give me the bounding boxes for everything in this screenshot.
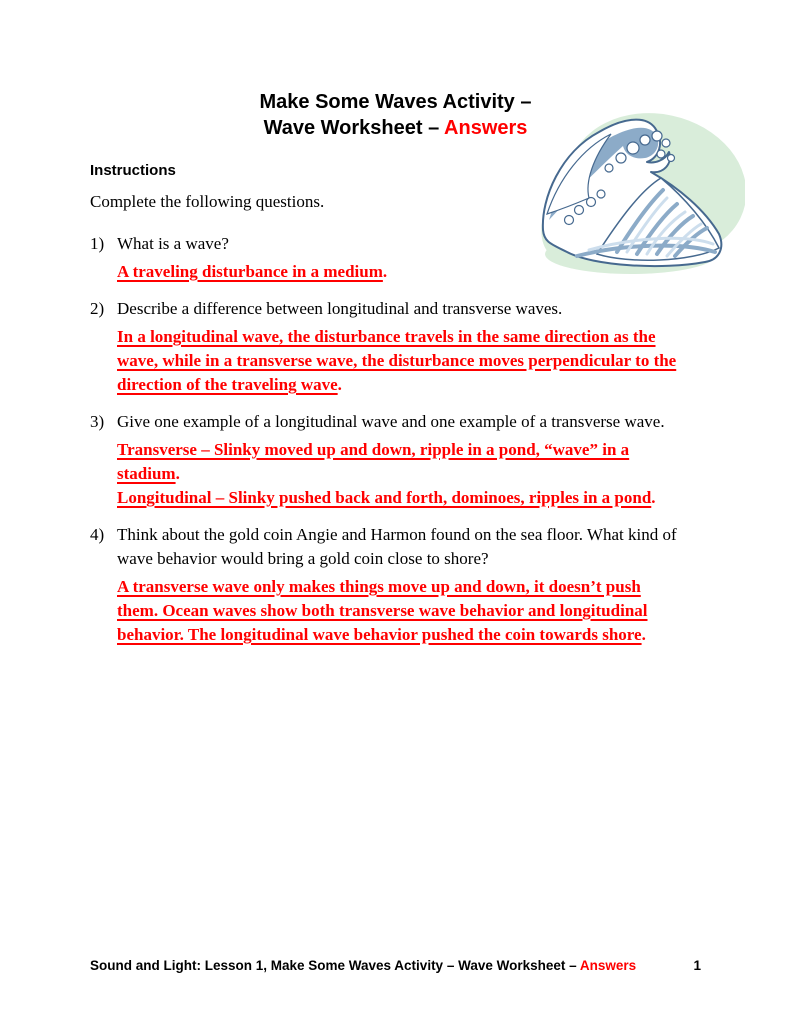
question-number: 3)	[90, 412, 105, 431]
page-number: 1	[693, 958, 701, 973]
answer-run-underlined: In a longitudinal wave, the disturbance travels in the same direction as the wave, while in a transverse wave, the disturbance moves perpendicular to the direction of the traveling wave	[117, 327, 677, 394]
answer-run-underlined: A transverse wave only makes things move up and down, it doesn’t push them. Ocean waves show both transverse wave behavior and longitudinal behavior. The longitudinal wave behavior pushed the coin towards shore	[117, 577, 648, 644]
question-text: Think about the gold coin Angie and Harmon found on the sea floor. What kind of wave behavior would bring a gold coin close to shore?	[117, 525, 677, 568]
question-block	[90, 297, 685, 397]
question-line	[90, 523, 685, 571]
footer-text-black: Sound and Light: Lesson 1, Make Some Waves Activity – Wave Worksheet –	[90, 958, 580, 973]
page-footer	[90, 957, 701, 975]
question-line	[90, 297, 685, 321]
question-block	[90, 232, 685, 284]
question-number: 2)	[90, 299, 105, 318]
question-block	[90, 523, 685, 647]
answer-text	[117, 438, 685, 510]
question-number: 4)	[90, 525, 105, 544]
worksheet-body	[90, 161, 685, 647]
footer-text-answers: Answers	[579, 958, 637, 973]
page-title-line1: Make Some Waves Activity –	[259, 91, 532, 113]
answer-run-plain: .	[175, 464, 180, 483]
answer-text	[117, 260, 685, 284]
question-number: 1)	[90, 234, 105, 253]
answer-text	[117, 325, 685, 397]
answer-run-underlined: Transverse – Slinky moved up and down, ripple in a pond, “wave” in a stadium	[117, 440, 630, 483]
page-title-line2-black: Wave Worksheet –	[263, 117, 440, 139]
answer-run-plain: .	[382, 262, 388, 281]
answer-run-plain: .	[651, 488, 656, 507]
answer-text	[117, 575, 685, 647]
question-line	[90, 410, 685, 434]
answer-run-plain: .	[337, 375, 342, 394]
question-text: Give one example of a longitudinal wave and one example of a transverse wave.	[117, 412, 665, 431]
answer-run-underlined: A traveling disturbance in a medium	[117, 262, 383, 281]
footer-text	[90, 957, 636, 975]
page-title-answers: Answers	[444, 117, 528, 139]
instructions-body: Complete the following questions.	[90, 192, 325, 211]
question-block	[90, 410, 685, 510]
question-text: What is a wave?	[117, 234, 229, 253]
instructions-heading: Instructions	[90, 162, 176, 179]
answer-run-plain: .	[641, 625, 646, 644]
answer-run-underlined: Longitudinal – Slinky pushed back and forth, dominoes, ripples in a pond	[117, 488, 652, 507]
question-text: Describe a difference between longitudinal and transverse waves.	[117, 299, 563, 318]
questions-list	[90, 232, 685, 647]
question-line	[90, 232, 685, 256]
